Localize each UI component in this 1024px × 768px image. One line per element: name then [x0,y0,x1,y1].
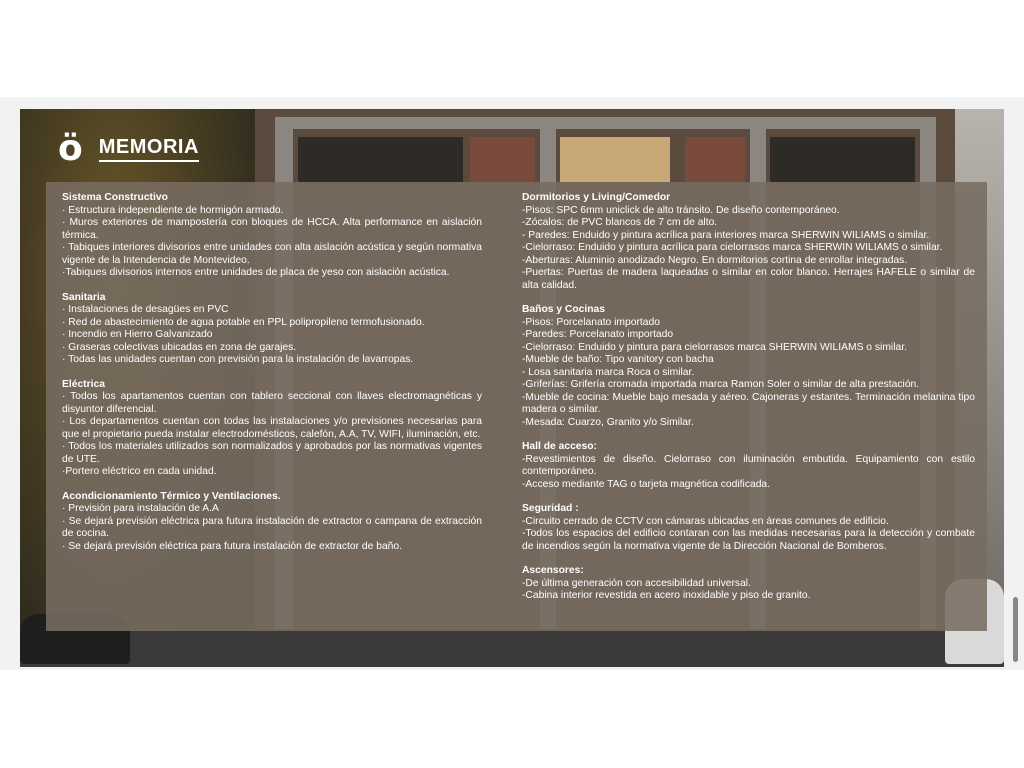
spec-line: · Graseras colectivas ubicadas en zona de garajes. [62,341,297,353]
left-column [62,192,485,565]
section-title: Hall de acceso: [522,441,597,452]
scrollbar[interactable] [1013,597,1018,662]
brick-wall [470,137,535,182]
spec-line: -Paredes: Porcelanato importado [522,329,674,340]
section-title: Eléctrica [62,378,105,390]
spec-line: · Todos los apartamentos cuentan con tablero seccional con llaves electromagnéticas y disyuntor diferencial. [62,391,485,415]
spec-line: -Cabina interior revestida en acero inoxidable y piso de granito. [522,590,811,601]
spec-line: - Paredes: Enduido y pintura acrílica para interiores marca SHERWIN WILIAMS o similar. [522,229,930,241]
spec-line: -Mueble de baño: Tipo vanitory con bacha [522,354,714,365]
spec-line: · Muros exteriores de mampostería con bloques de HCCA. Alta performance en aislación térmica. [62,217,485,241]
spec-line: -Puertas: Puertas de madera laqueadas o similar en color blanco. Herrajes HAFELE o similar de alta calidad. [522,267,978,291]
spec-line: · Tabiques interiores divisorios entre unidades con alta aislación acústica y según normativa vigente de la Intendencia de Montevideo. [62,242,485,266]
page-title: MEMORIA [99,136,199,162]
section-title: Seguridad : [522,503,579,514]
logo [58,128,199,169]
spec-line: - Losa sanitaria marca Roca o similar. [522,366,695,378]
right-column [522,192,978,615]
spec-line: -Acceso mediante TAG o tarjeta magnética codificada. [522,478,771,490]
window [298,137,463,182]
spec-line: ·Portero eléctrico en cada unidad. [62,466,217,477]
spec-line: -Pisos: Porcelanato importado [522,316,660,328]
spec-section [522,565,975,603]
spec-section [62,490,485,554]
spec-line: · Incendio en Hierro Galvanizado [62,329,213,340]
background-street [20,629,1004,667]
spec-line: · Todos los materiales utilizados son normalizados y aprobados por las normativas vigentes de UTE. [62,441,485,465]
spec-line: -Cielorraso: Enduido y pintura para cielorrasos marca SHERWIN WILIAMS o similar. [522,341,907,353]
spec-line: · Instalaciones de desagües en PVC [62,304,229,315]
spec-line: · Red de abastecimiento de agua potable en PPL polipropileno termofusionado. [62,316,425,328]
spec-line: · Se dejará previsión eléctrica para futura instalación de extractor de baño. [62,540,402,552]
spec-line: · Todas las unidades cuentan con previsión para la instalación de lavarropas. [62,354,414,365]
spec-section [522,441,978,491]
spec-section [62,378,485,479]
section-title: Acondicionamiento Térmico y Ventilaciones. [62,490,281,502]
section-title: Sistema Constructivo [62,192,168,203]
spec-section [62,192,485,280]
logo-mark: ö [58,128,83,169]
spec-line: -De última generación con accesibilidad universal. [522,577,751,589]
spec-line: -Aberturas: Aluminio anodizado Negro. En dormitorios cortina de enrollar integradas. [522,254,908,266]
spec-section [522,503,978,553]
building-frame-top [275,117,935,129]
spec-line: · Previsión para instalación de A.A [62,503,219,514]
spec-line: -Zócalos: de PVC blancos de 7 cm de alto. [522,217,718,228]
section-title: Ascensores: [522,565,584,576]
spec-line: · Estructura independiente de hormigón armado. [62,204,284,216]
image-viewer [0,97,1024,670]
spec-line: -Todos los espacios del edificio contaran con las medidas necesarias para la detección y combate de incendios según la normativa vigente de la Dirección Nacional de Bomberos. [522,528,978,552]
spec-section [522,192,978,292]
spec-line: -Cielorraso: Enduido y pintura acrílica para cielorrasos marca SHERWIN WILIAMS o similar. [522,242,943,253]
spec-line: -Revestimientos de diseño. Cielorraso con iluminación embutida. Equipamiento con estilo contemporáneo. [522,453,978,477]
spec-line: ·Tabiques divisorios internos entre unidades de placa de yeso con aislación acústica. [62,267,450,278]
spec-section [62,292,482,367]
brick-wall [685,137,745,182]
section-title: Sanitaria [62,291,106,303]
spec-line: -Circuito cerrado de CCTV con cámaras ubicadas en áreas comunes de edificio. [522,515,889,527]
spec-line: · Los departamentos cuentan con todas las instalaciones y/o previsiones necesarias para que el propietario pueda instalar electrodomésticos, calefón, A.A, TV, WIFI, iluminación, etc. [62,416,485,440]
spec-line: -Mesada: Cuarzo, Granito y/o Similar. [522,416,694,428]
spec-line: -Griferías: Grifería cromada importada marca Ramon Soler o similar de alta prestación. [522,379,920,390]
spec-section [522,304,978,429]
spec-line: -Pisos: SPC 6mm uniclick de alto tránsito. De diseño contemporáneo. [522,204,840,216]
window-lit [560,137,670,182]
window [770,137,915,182]
section-title: Baños y Cocinas [522,304,605,315]
memoria-slide [20,109,1004,667]
spec-line: -Mueble de cocina: Mueble bajo mesada y aéreo. Cajoneras y estantes. Terminación melanina tipo madera o similar. [522,391,978,415]
section-title: Dormitorios y Living/Comedor [522,192,671,203]
spec-line: · Se dejará previsión eléctrica para futura instalación de extractor o campana de extracción de cocina. [62,515,485,539]
specs-panel [46,182,987,631]
